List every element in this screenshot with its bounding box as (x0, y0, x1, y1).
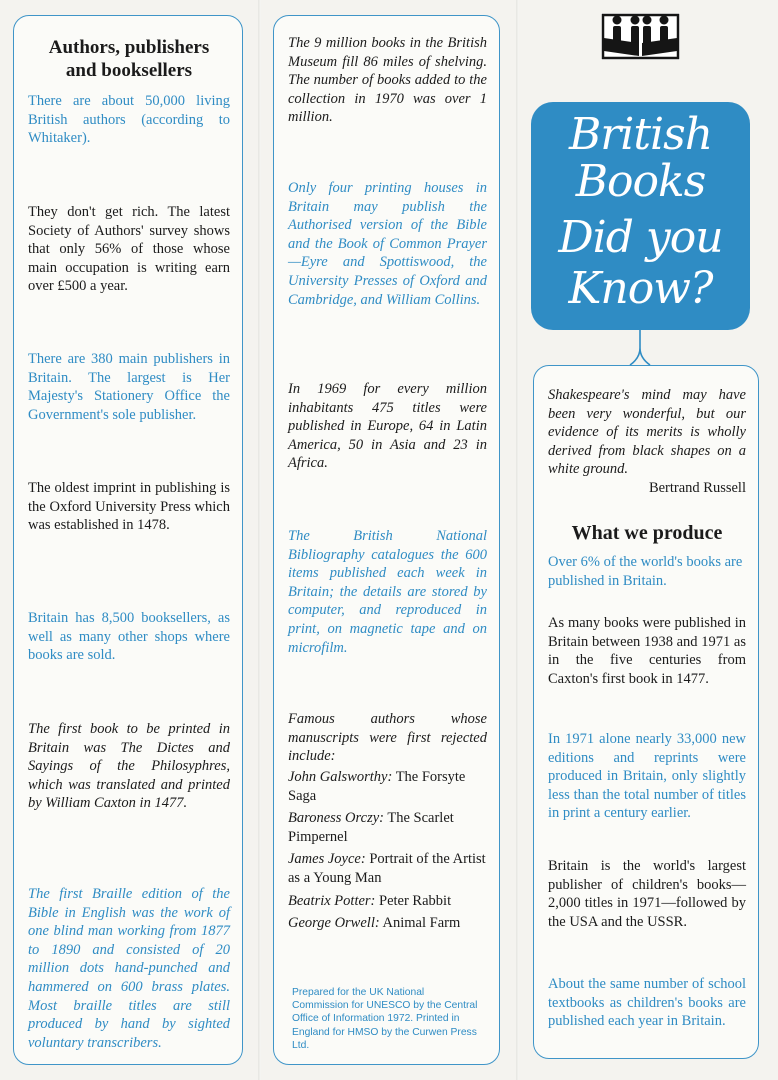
book-title: Animal Farm (382, 915, 461, 932)
title-line-british: British (568, 109, 713, 160)
title-line-know: Know? (568, 263, 713, 314)
fact-braille-bible: The first Braille edition of the Bible in English was the work of one blind man working from 1877 to 1890 and consisted of 20 million dots hand-punched and hammered on 600 brass plates. Most braille titles are still produced by hand by sighted voluntary transcribers. (28, 886, 230, 1051)
panel-heading: Authors, publishers and booksellers (48, 37, 210, 81)
quote-text: Shakespeare's mind may have been very wonderful, but our evidence of its merits is wholly derived from black shapes on a white ground. (548, 387, 746, 478)
list-item (288, 850, 487, 887)
connector-notch (620, 328, 660, 368)
fact-oldest-imprint: The oldest imprint in publishing is the Oxford University Press which was established in 1478. (28, 480, 230, 534)
author-name: Baroness Orczy: (288, 810, 384, 827)
book-title: The Scarlet Pimpernel (288, 810, 454, 845)
author-name: Beatrix Potter: (288, 892, 376, 909)
panel-authors-publishers (13, 15, 243, 1065)
panel-what-we-produce (533, 365, 759, 1059)
list-item (288, 768, 487, 805)
fact-world-share: Over 6% of the world's books are published in Britain. (548, 554, 743, 589)
fold-line-2 (516, 0, 519, 1080)
rejected-authors-intro: Famous authors whose manuscripts were first rejected include: (288, 711, 487, 765)
fact-booksellers: Britain has 8,500 booksellers, as well as many other shops where books are sold. (28, 610, 230, 664)
book-title: The Forsyte Saga (288, 769, 466, 804)
fold-line-1 (258, 0, 261, 1080)
fact-first-printed-book: The first book to be printed in Britain was The Dictes and Sayings of the Philosyphres, which was translated and printed by William Caxton in 1477. (28, 721, 230, 812)
book-title: Portrait of the Artist as a Young Man (288, 851, 486, 886)
section-heading: What we produce (571, 522, 723, 544)
author-name: John Galsworthy: (288, 769, 393, 785)
fact-childrens-books: Britain is the world's largest publisher of children's books—2,000 titles in 1971—followed by the USA and the USSR. (548, 858, 746, 930)
title-line-did-you: Did you (558, 212, 723, 263)
fact-books-since-caxton: As many books were published in Britain between 1938 and 1971 as in the five centuries from Caxton's first book in 1477. (548, 615, 746, 687)
list-item (288, 914, 487, 933)
author-name: James Joyce: (288, 851, 366, 868)
reading-figures-logo-icon (601, 13, 680, 60)
fact-textbooks: About the same number of school textbooks as children's books are published each year in Britain. (548, 976, 746, 1030)
fact-authors-count: There are about 50,000 living British authors (according to Whitaker). (28, 93, 230, 147)
fact-1971-editions: In 1971 alone nearly 33,000 new editions and reprints were produced in Britain, only slightly less than the total number of titles in print a century earlier. (548, 731, 746, 822)
fact-british-museum: The 9 million books in the British Museum fill 86 miles of shelving. The number of books added to the collection in 1970 was over 1 million. (288, 35, 487, 126)
list-item (288, 809, 487, 846)
russell-quote (548, 386, 746, 498)
title-line-books: Books (575, 156, 706, 207)
list-item (288, 892, 487, 911)
fact-national-bibliography: The British National Bibliography catalogues the 600 items published each week in Britain; the details are stored by computer, and reproduced in print, on magnetic tape and on microfilm. (288, 528, 487, 656)
panel-library-facts (273, 15, 500, 1065)
fact-author-income: They don't get rich. The latest Society of Authors' survey shows that only 56% of those whose main occupation is writing earn over £500 a year. (28, 204, 230, 295)
publication-credits: Prepared for the UK National Commission for UNESCO by the Central Office of Information 1972. Printed in England for HMSO by the Curwen Press Ltd. (292, 987, 478, 1051)
fact-bible-printers: Only four printing houses in Britain may publish the Authorised version of the Bible and the Book of Common Prayer—Eyre and Spottiswood, the University Presses of Oxford and Cambridge, and William Collins. (288, 180, 487, 308)
rejected-authors-list (288, 768, 487, 933)
fact-titles-per-million: In 1969 for every million inhabitants 475 titles were published in Europe, 64 in Latin America, 50 in Asia and 23 in Africa. (288, 381, 487, 472)
title-banner (531, 102, 750, 330)
quote-author: Bertrand Russell (648, 479, 746, 496)
author-name: George Orwell: (288, 915, 380, 932)
book-title: Peter Rabbit (379, 892, 452, 909)
fact-publishers-count: There are 380 main publishers in Britain. The largest is Her Majesty's Stationery Office the Government's sole publisher. (28, 351, 230, 423)
